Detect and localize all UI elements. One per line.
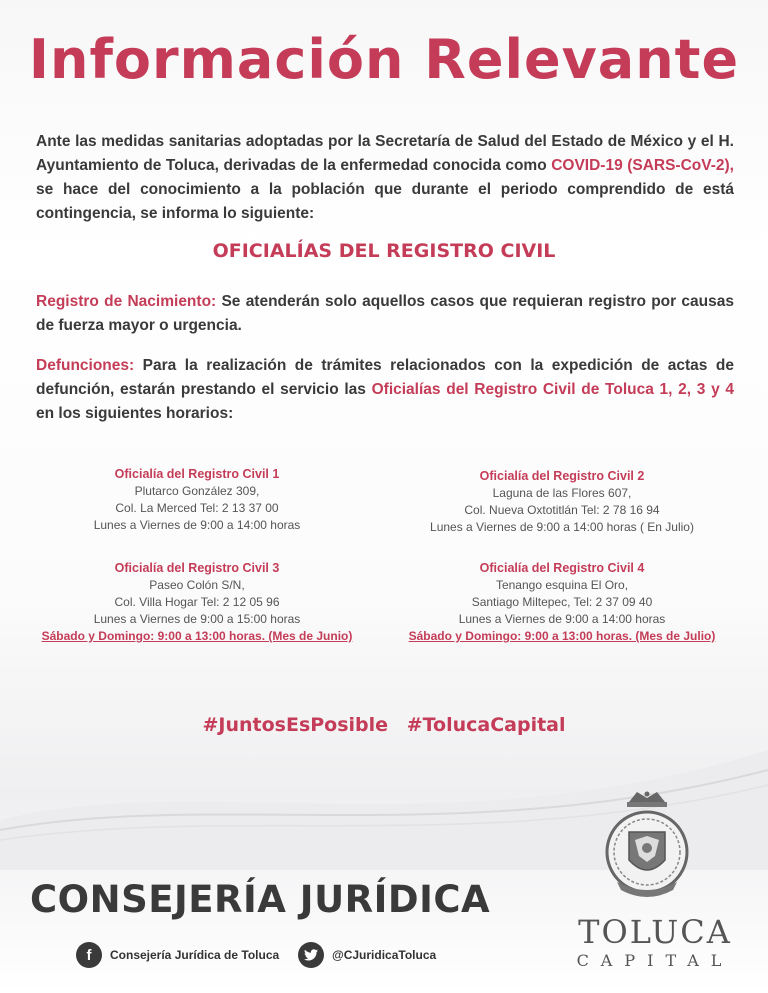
office-card-2 — [382, 468, 742, 536]
office-card-1 — [17, 466, 377, 534]
office-weekend-hours: Sábado y Domingo: 9:00 a 13:00 horas. (Mes de Julio) — [408, 629, 716, 643]
hashtag-toluca-capital[interactable]: #TolucaCapital — [406, 714, 566, 736]
office-card-4 — [382, 560, 742, 645]
office-colony-phone: Col. Villa Hogar Tel: 2 12 05 96 — [114, 595, 280, 609]
intro-paragraph — [36, 130, 734, 226]
office-hours: Lunes a Viernes de 9:00 a 14:00 horas — [93, 518, 301, 532]
hashtag-juntos[interactable]: #JuntosEsPosible — [202, 714, 389, 736]
office-name: Oficialía del Registro Civil 4 — [479, 561, 645, 575]
footer-org-title: CONSEJERÍA JURÍDICA — [30, 878, 491, 921]
facebook-label: Consejería Jurídica de Toluca — [110, 948, 280, 962]
section-title: OFICIALÍAS DEL REGISTRO CIVIL — [212, 240, 556, 262]
office-colony-phone: Col. La Merced Tel: 2 13 37 00 — [115, 501, 279, 515]
office-card-3 — [17, 560, 377, 645]
birth-registration-paragraph — [36, 290, 734, 338]
office-weekend-hours: Sábado y Domingo: 9:00 a 13:00 horas. (Mes de Junio) — [41, 629, 353, 643]
twitter-label: @CJuridicaToluca — [332, 948, 437, 962]
deaths-text: Para la realización de trámites relacionados con la expedición de actas de defunción, estarán prestando el servicio las — [36, 357, 734, 398]
deaths-paragraph — [36, 354, 734, 426]
office-name: Oficialía del Registro Civil 2 — [479, 469, 645, 483]
deaths-text-end: en los siguientes horarios: — [36, 405, 234, 422]
brand-name: TOLUCA — [578, 913, 732, 951]
intro-text: Ante las medidas sanitarias adoptadas por la Secretaría de Salud del Estado de México y el H. Ayuntamiento de Toluca, derivadas de la enfermedad conocida como — [36, 133, 734, 174]
office-hours: Lunes a Viernes de 9:00 a 15:00 horas — [93, 612, 301, 626]
office-address: Laguna de las Flores 607, — [492, 486, 632, 500]
offices-highlight: Oficialías del Registro Civil de Toluca 1, 2, 3 y 4 — [371, 381, 734, 398]
birth-label: Registro de Nacimiento: — [36, 293, 217, 310]
office-colony-phone: Col. Nueva Oxtotitlán Tel: 2 78 16 94 — [464, 503, 660, 517]
intro-text-end: se hace del conocimiento a la población que durante el periodo comprendido de está contingencia, se informa lo siguiente: — [36, 181, 734, 222]
office-address: Plutarco González 309, — [134, 484, 260, 498]
facebook-link[interactable] — [76, 942, 279, 968]
office-hours: Lunes a Viernes de 9:00 a 14:00 horas ( En Julio) — [430, 520, 694, 534]
page-title: Información Relevante — [28, 28, 740, 91]
brand-subtitle: CAPITAL — [576, 951, 734, 970]
office-address: Paseo Colón S/N, — [149, 578, 245, 592]
twitter-icon — [298, 942, 324, 968]
office-colony-phone: Santiago Miltepec, Tel: 2 37 09 40 — [471, 595, 653, 609]
office-address: Tenango esquina El Oro, — [495, 578, 629, 592]
office-name: Oficialía del Registro Civil 3 — [114, 561, 280, 575]
office-name: Oficialía del Registro Civil 1 — [114, 467, 280, 481]
birth-text: Se atenderán solo aquellos casos que requieran registro por causas de fuerza mayor o urgencia. — [36, 293, 735, 334]
office-hours: Lunes a Viernes de 9:00 a 14:00 horas — [458, 612, 666, 626]
toluca-crest-icon — [597, 790, 697, 915]
twitter-link[interactable] — [298, 942, 436, 968]
covid-highlight: COVID-19 (SARS-CoV-2), — [551, 157, 734, 174]
facebook-icon: f — [76, 942, 102, 968]
deaths-label: Defunciones: — [36, 357, 135, 374]
